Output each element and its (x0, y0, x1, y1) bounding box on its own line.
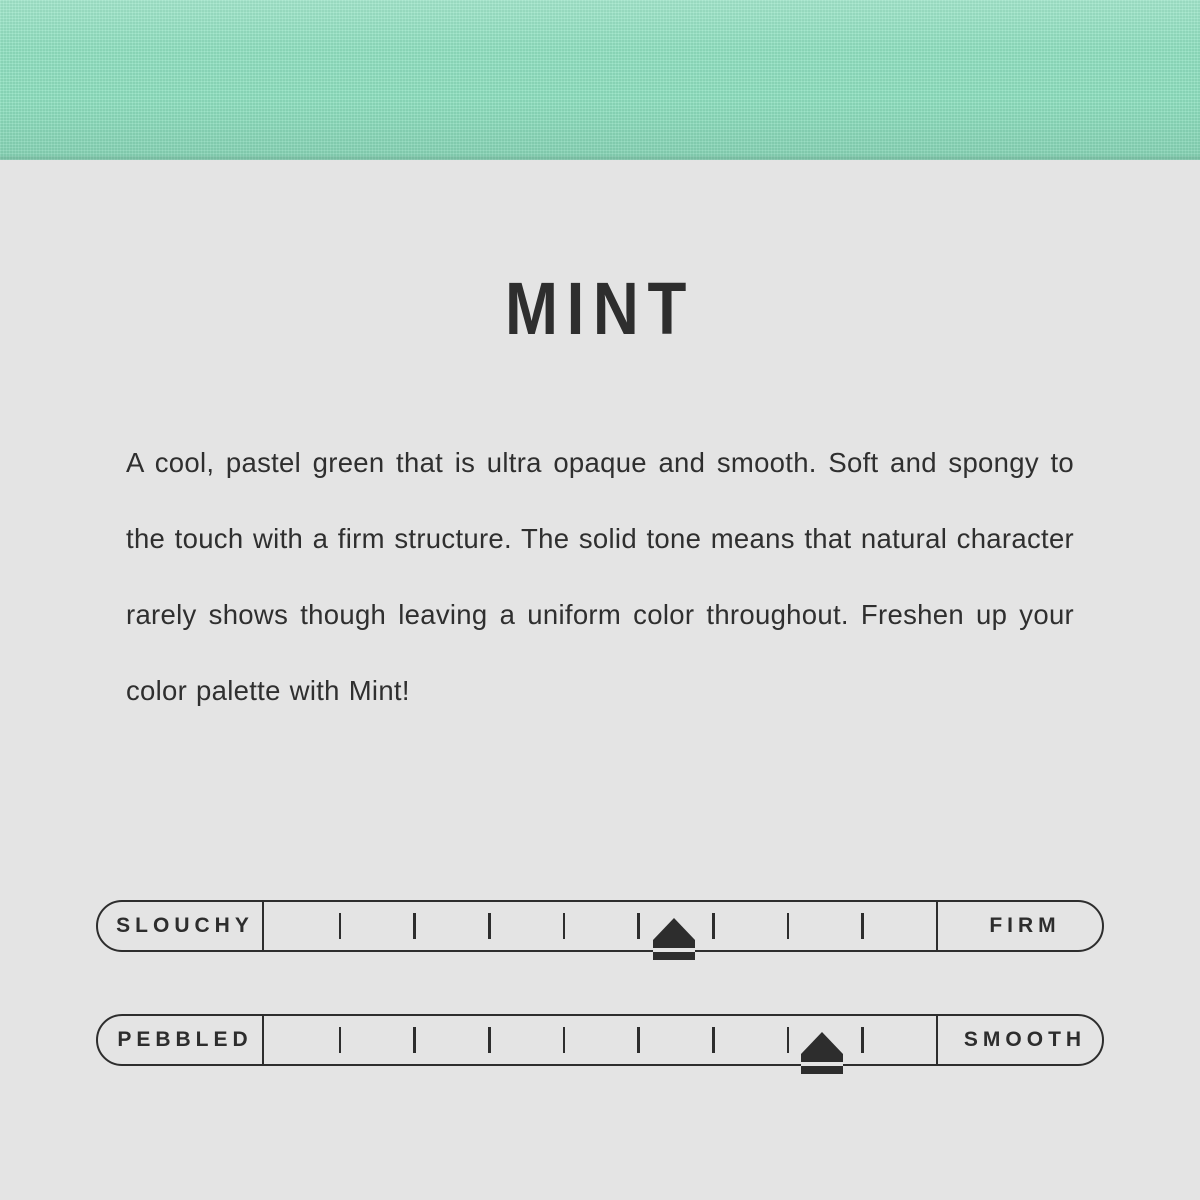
scale-tick (563, 913, 566, 939)
scale-tick (637, 913, 640, 939)
scale-tick (787, 1027, 790, 1053)
scale-tick (339, 913, 342, 939)
scale-tick (413, 913, 416, 939)
description-text: A cool, pastel green that is ultra opaque and smooth. Soft and spongy to the touch with a firm structure. The solid tone means that natural character rarely shows though leaving a uniform color throughout. Freshen up your color palette with Mint! (126, 447, 1074, 706)
scale-firmness (96, 900, 1104, 952)
scale-tick (712, 1027, 715, 1053)
scale-marker[interactable] (801, 1032, 843, 1066)
scale-tick (563, 1027, 566, 1053)
scale-right-label: SMOOTH (936, 1014, 1104, 1066)
scale-tick (861, 913, 864, 939)
mint-color-swatch (0, 0, 1200, 160)
swatch-bottom-edge (0, 156, 1200, 160)
scale-tick (861, 1027, 864, 1053)
marker-slit (801, 1062, 843, 1066)
scale-left-label: SLOUCHY (96, 900, 264, 952)
scale-right-label: FIRM (936, 900, 1104, 952)
scale-tick (488, 913, 491, 939)
swatch-shading-overlay (0, 0, 1200, 160)
scale-texture (96, 1014, 1104, 1066)
scale-tick (488, 1027, 491, 1053)
marker-slit (653, 948, 695, 952)
marker-head-icon (801, 1032, 843, 1054)
scale-tick (787, 913, 790, 939)
scale-ticks (264, 900, 936, 952)
scale-tick (637, 1027, 640, 1053)
scale-marker[interactable] (653, 918, 695, 952)
page-title: MINT (505, 267, 695, 350)
scale-tick (413, 1027, 416, 1053)
scale-tick (339, 1027, 342, 1053)
scale-tick (712, 913, 715, 939)
scale-left-label: PEBBLED (96, 1014, 264, 1066)
attribute-scales (96, 900, 1104, 1128)
marker-head-icon (653, 918, 695, 940)
